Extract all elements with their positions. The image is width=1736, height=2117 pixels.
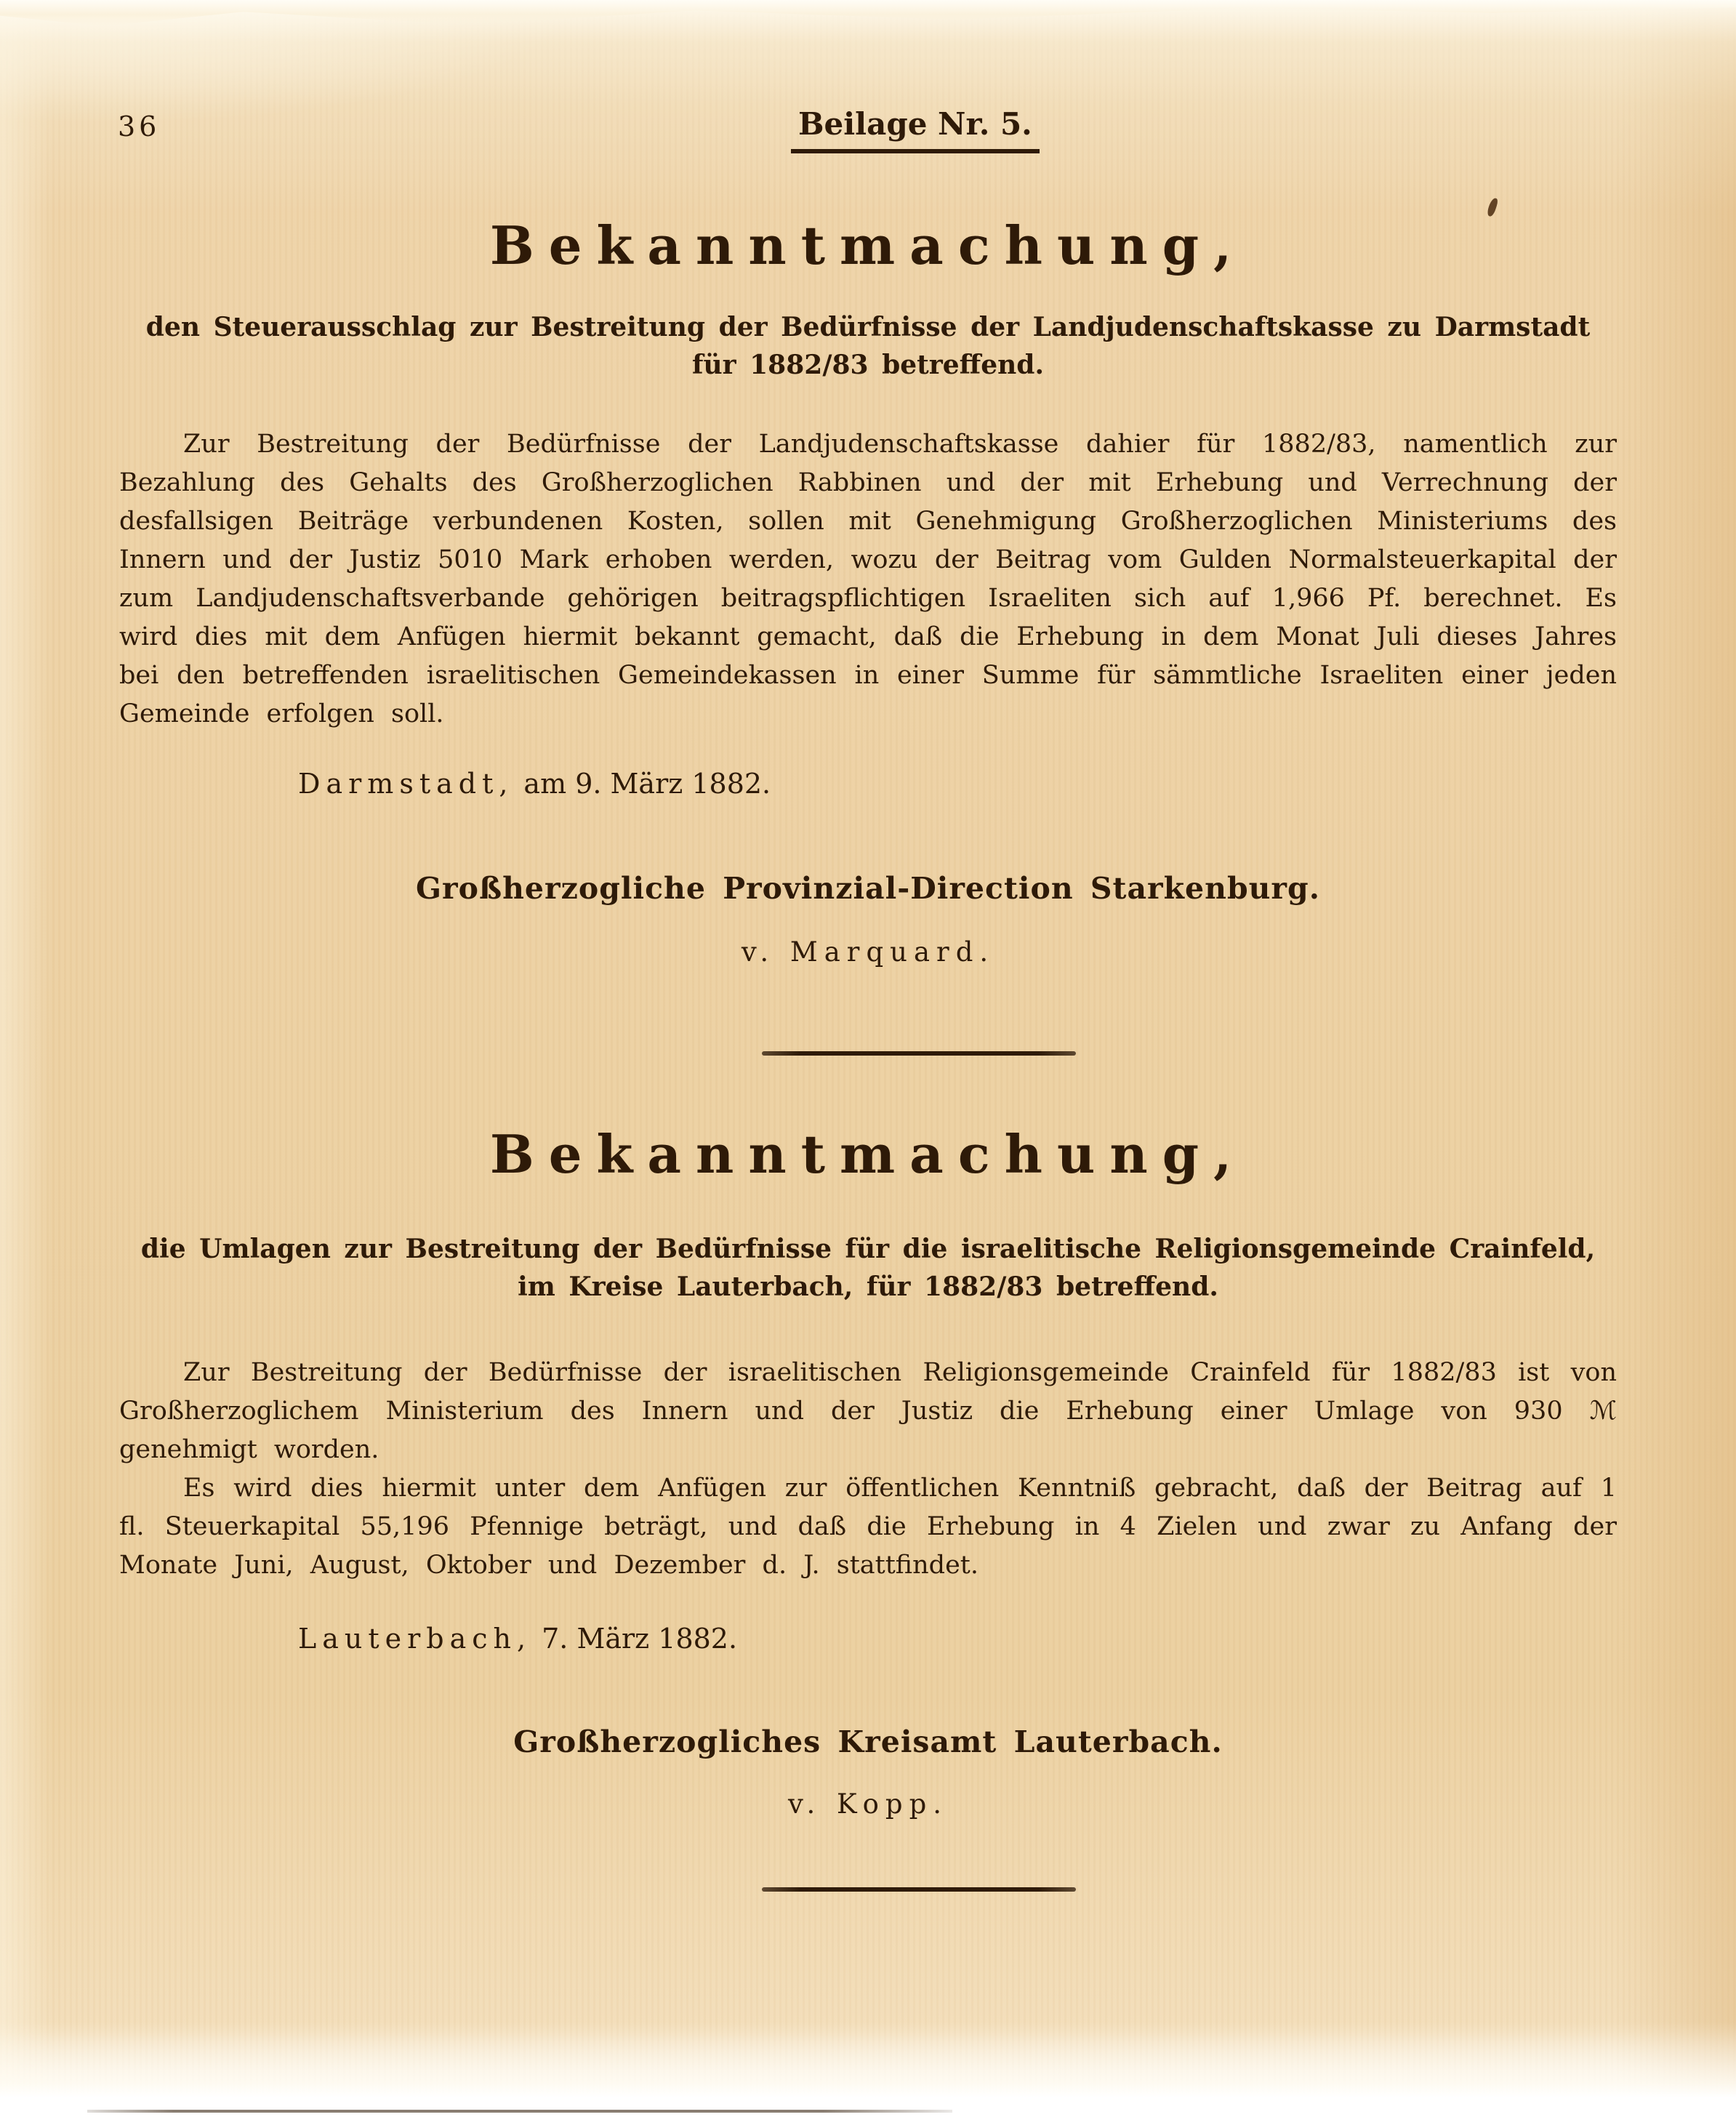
announcement1-signatory: v. Marquard. [741, 936, 995, 968]
page-bottom-rule [87, 2110, 952, 2113]
announcement2-subtitle [119, 1230, 1617, 1306]
announcement1-body [119, 425, 1617, 734]
torn-paper-edge [0, 0, 1736, 26]
announcement2-dateline [298, 1623, 737, 1655]
announcement1-subtitle-line1: den Steuerausschlag zur Bestreitung der Bedürfnisse der Landjudenschaftskasse zu Darmstadt [145, 312, 1591, 342]
announcement2-dateline-rest: 7. März 1882. [542, 1623, 738, 1655]
announcement1-authority: Großherzogliche Provinzial-Direction Starkenburg. [416, 871, 1320, 906]
announcement1-dateline-rest: am 9. März 1882. [523, 768, 771, 800]
announcement1-dateline-city: Darmstadt, [298, 768, 514, 800]
announcement1-dateline [298, 768, 771, 800]
closing-divider-rule [762, 1887, 1076, 1892]
section-divider-rule [762, 1051, 1076, 1056]
header-title: Beilage Nr. 5. [791, 106, 1040, 153]
announcement1-title: Bekanntmachung, [489, 214, 1247, 276]
announcement2-title: Bekanntmachung, [489, 1123, 1247, 1185]
announcement2-dateline-city: Lauterbach, [298, 1623, 532, 1655]
announcement1-subtitle-line2: für 1882/83 betreffend. [691, 350, 1045, 380]
announcement1-paragraph: Zur Bestreitung der Bedürfnisse der Landjudenschaftskasse dahier für 1882/83, namentlich zur Bezahlung des Gehalts des Großherzoglichen Rabbinen und der mit Erhebung und Verrechnung der desfallsigen Beiträge verbundenen Kosten, sollen mit Genehmigung Großherzoglichen Ministeriums des Innern und der Justiz 5010 Mark erhoben werden, wozu der Beitrag vom Gulden Normalsteuerkapital der zum Landjudenschaftsverbande gehörigen beitragspflichtigen Israeliten sich auf 1,966 Pf. berechnet. Es wird dies mit dem Anfügen hiermit bekannt gemacht, daß die Erhebung in dem Monat Juli dieses Jahres bei den betreffenden israelitischen Gemeindekassen in einer Summe für sämmtliche Israeliten einer jeden Gemeinde erfolgen soll. [119, 430, 1617, 728]
announcement2-paragraph1: Zur Bestreitung der Bedürfnisse der israelitischen Religionsgemeinde Crainfeld für 1882/83 ist von Großherzoglichem Ministerium des Innern und der Justiz die Erhebung einer Umlage von 930 ℳ genehmigt worden. [119, 1358, 1617, 1464]
announcement2-authority: Großherzogliches Kreisamt Lauterbach. [513, 1724, 1223, 1759]
announcement2-subtitle-line2: im Kreise Lauterbach, für 1882/83 betreffend. [518, 1272, 1218, 1302]
announcement2-paragraph2: Es wird dies hiermit unter dem Anfügen zur öffentlichen Kenntniß gebracht, daß der Beitrag auf 1 fl. Steuerkapital 55,196 Pfennige beträgt, und daß die Erhebung in 4 Zielen und zwar zu Anfang der Monate Juni, August, Oktober und Dezember d. J. stattfindet. [119, 1474, 1617, 1580]
announcement2-body [119, 1354, 1617, 1585]
announcement2-subtitle-line1: die Umlagen zur Bestreitung der Bedürfnisse für die israelitische Religionsgemeinde Crainfeld, [140, 1234, 1596, 1264]
announcement2-signatory: v. Kopp. [787, 1788, 949, 1820]
page-number: 36 [118, 111, 161, 142]
announcement1-subtitle [119, 308, 1617, 384]
